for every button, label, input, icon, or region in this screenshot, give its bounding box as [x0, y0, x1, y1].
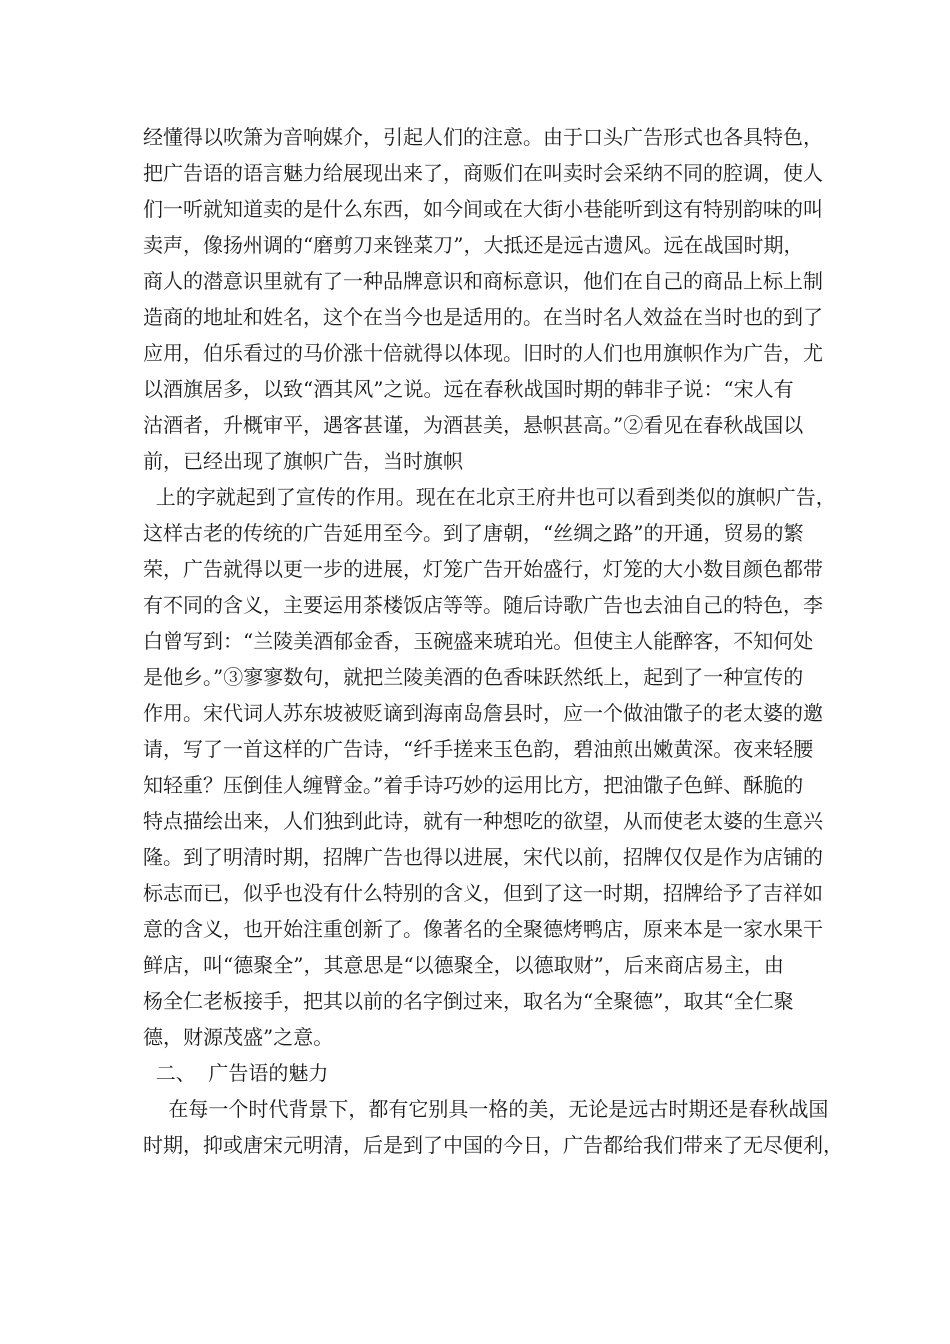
text-line: 们一听就知道卖的是什么东西，如今间或在大街小巷能听到这有特别韵味的叫	[143, 197, 823, 221]
text-line: 有不同的含义，主要运用茶楼饭店等等。随后诗歌广告也去油自己的特色，李	[143, 593, 823, 617]
text-line: 作用。宋代词人苏东坡被贬谪到海南岛詹县时，应一个做油馓子的老太婆的邀	[143, 701, 823, 725]
text-line: 经懂得以吹箫为音响媒介，引起人们的注意。由于口头广告形式也各具特色，	[143, 125, 823, 149]
text-line: 造商的地址和姓名，这个在当今也是适用的。在当时名人效益在当时也的到了	[143, 305, 823, 329]
text-line: 这样古老的传统的广告延用至今。到了唐朝，“丝绸之路”的开通，贸易的繁	[143, 521, 804, 545]
text-line: 以酒旗居多，以致“酒其风”之说。远在春秋战国时期的韩非子说：“宋人有	[143, 377, 794, 401]
text-line: 沽酒者，升概审平，遇客甚谨，为酒甚美，悬帜甚高。”②看见在春秋战国以	[143, 413, 804, 437]
text-line: 德，财源茂盛”之意。	[143, 1025, 334, 1049]
text-line: 卖声，像扬州调的“磨剪刀来锉菜刀”，大抵还是远古遗风。远在战国时期，	[143, 233, 804, 257]
text-line: 请，写了一首这样的广告诗，“纤手搓来玉色韵，碧油煎出嫩黄深。夜来轻腰	[143, 737, 814, 761]
text-line: 是他乡。”③寥寥数句，就把兰陵美酒的色香味跃然纸上，起到了一种宣传的	[143, 665, 804, 689]
text-line: 在每一个时代背景下，都有它别具一格的美，无论是远古时期还是春秋战国	[143, 1097, 829, 1121]
text-line: 上的字就起到了宣传的作用。现在在北京王府井也可以看到类似的旗帜广告，	[143, 485, 836, 509]
text-line: 前，已经出现了旗帜广告，当时旗帜	[143, 449, 463, 473]
body-text	[143, 119, 843, 1163]
text-line: 白曾写到：“兰陵美酒郁金香，玉碗盛来琥珀光。但使主人能醉客，不知何处	[143, 629, 814, 653]
text-line: 知轻重？压倒佳人缠臂金。”着手诗巧妙的运用比方，把油馓子色鲜、酥脆的	[143, 773, 804, 797]
text-line: 鲜店，叫“德聚全”，其意思是“以德聚全，以德取财”，后来商店易主，由	[143, 953, 784, 977]
text-line: 隆。到了明清时期，招牌广告也得以进展，宋代以前，招牌仅仅是作为店铺的	[143, 845, 823, 869]
text-line: 荣，广告就得以更一步的进展，灯笼广告开始盛行，灯笼的大小数目颜色都带	[143, 557, 823, 581]
text-line: 把广告语的语言魅力给展现出来了，商贩们在叫卖时会采纳不同的腔调，使人	[143, 161, 823, 185]
text-line: 商人的潜意识里就有了一种品牌意识和商标意识，他们在自己的商品上标上制	[143, 269, 823, 293]
section-heading: 二、 广告语的魅力	[143, 1061, 329, 1085]
text-line: 应用，伯乐看过的马价涨十倍就得以体现。旧时的人们也用旗帜作为广告，尤	[143, 341, 823, 365]
text-line: 标志而已，似乎也没有什么特别的含义，但到了这一时期，招牌给予了吉祥如	[143, 881, 823, 905]
text-line: 特点描绘出来，人们独到此诗，就有一种想吃的欲望，从而使老太婆的生意兴	[143, 809, 823, 833]
text-line: 时期，抑或唐宋元明清，后是到了中国的今日，广告都给我们带来了无尽便利，	[143, 1133, 843, 1157]
text-line: 杨全仁老板接手，把其以前的名字倒过来，取名为“全聚德”，取其“全仁聚	[143, 989, 794, 1013]
text-line: 意的含义，也开始注重创新了。像著名的全聚德烤鸭店，原来本是一家水果干	[143, 917, 823, 941]
